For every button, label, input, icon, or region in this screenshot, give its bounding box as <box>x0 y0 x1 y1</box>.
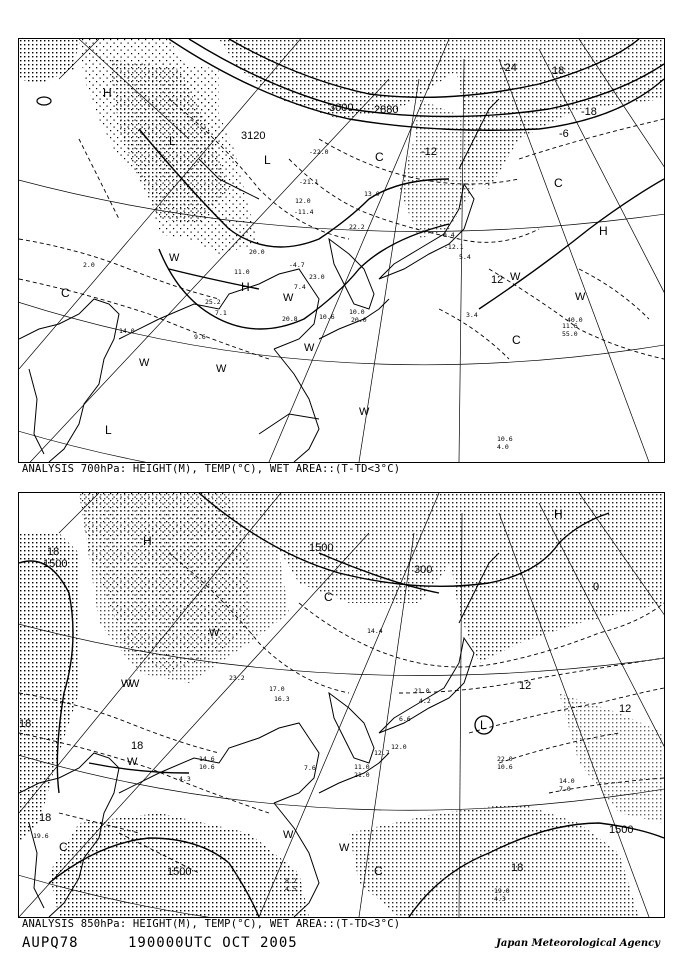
station-value: 17.0 <box>269 685 285 693</box>
contour-label: 1500 <box>309 542 334 554</box>
contour-label: 3120 <box>241 130 266 142</box>
warm-center-label: W <box>129 678 140 690</box>
station-value: -11.4 <box>294 208 314 216</box>
station-value: -0.4 <box>439 231 455 239</box>
station-value: 4.3 <box>179 775 191 783</box>
contour-label: -18 <box>581 106 597 118</box>
contour-label: 12 <box>619 703 632 715</box>
station-value: 7.4 <box>294 283 306 291</box>
warm-center-label: W <box>510 271 521 283</box>
contour-label: -12 <box>421 146 437 158</box>
warm-center-label: W <box>209 627 220 639</box>
station-value: 5.4 <box>459 253 471 261</box>
chart-code: AUPQ78 <box>22 935 79 951</box>
station-value: 21.0 <box>354 771 370 779</box>
contour-label: 1500 <box>609 824 634 836</box>
station-value: 23.2 <box>229 674 245 682</box>
panel-caption-850hpa: ANALYSIS 850hPa: HEIGHT(M), TEMP(°C), WET AREA::(T-TD<3°C) <box>22 918 401 930</box>
station-value: 22.2 <box>349 223 365 231</box>
high-pressure-label: H <box>599 224 608 238</box>
station-value: 16.3 <box>274 695 290 703</box>
contour-label: 18 <box>511 862 524 874</box>
station-value: 11.0 <box>354 763 370 771</box>
station-value: 23.0 <box>309 273 325 281</box>
station-value: 13.0 <box>364 190 380 198</box>
station-value: 6.6 <box>399 715 411 723</box>
warm-center-label: W <box>127 756 138 768</box>
station-value: 10.0 <box>349 308 365 316</box>
warm-center-label: W <box>339 842 350 854</box>
high-pressure-label: H <box>103 86 112 100</box>
cold-center-label: C <box>375 150 384 164</box>
contour-label: 3000 <box>329 102 354 114</box>
warm-center-label: W <box>304 342 315 354</box>
station-value: 4.5 <box>285 885 297 893</box>
station-value: 11.0 <box>234 268 250 276</box>
contour-label: 18 <box>47 546 60 558</box>
map-700hpa-canvas <box>19 39 664 462</box>
station-value: 25.2 <box>205 298 221 306</box>
low-pressure-label: L <box>480 718 487 732</box>
analysis-700hpa-map <box>18 38 665 463</box>
warm-center-label: W <box>283 292 294 304</box>
warm-center-label: W <box>139 357 150 369</box>
station-value: 9.6 <box>194 333 206 341</box>
low-pressure-label: L <box>105 423 112 437</box>
station-value: 40.0 <box>567 316 583 324</box>
station-value: 20.0 <box>249 248 265 256</box>
station-value: 20.0 <box>351 316 367 324</box>
warm-center-label: W <box>359 406 370 418</box>
station-value: 4.2 <box>419 697 431 705</box>
contour-label: -6 <box>559 128 569 140</box>
station-value: 14.6 <box>199 755 215 763</box>
station-value: 2.0 <box>83 261 95 269</box>
contour-label: 18 <box>39 812 52 824</box>
cold-center-label: C <box>61 286 70 300</box>
station-value: 10.6 <box>497 763 513 771</box>
cold-center-label: C <box>59 840 68 854</box>
cold-center-label: C <box>324 590 333 604</box>
panel-caption-700hpa: ANALYSIS 700hPa: HEIGHT(M), TEMP(°C), WET AREA::(T-TD<3°C) <box>22 463 401 475</box>
map-850hpa-canvas <box>19 493 664 917</box>
station-value: 4.0 <box>497 443 509 451</box>
station-value: 8.2 <box>285 877 297 885</box>
station-value: 19.6 <box>33 832 49 840</box>
high-pressure-label: H <box>554 507 563 521</box>
station-value: 20.8 <box>282 315 298 323</box>
station-value: -21.1 <box>299 178 319 186</box>
station-value: 14.0 <box>559 777 575 785</box>
contour-label: 12 <box>519 680 532 692</box>
agency-credit: Japan Meteorological Agency <box>496 938 660 949</box>
contour-label: -24 <box>501 62 517 74</box>
warm-center-label: W <box>283 829 294 841</box>
station-value: 11.6 <box>562 322 578 330</box>
contour-label: 0 <box>593 581 600 593</box>
cold-center-label: C <box>512 333 521 347</box>
station-value: 14.0 <box>119 327 135 335</box>
contour-label: 18 <box>131 740 144 752</box>
contour-label: 18 <box>552 65 565 77</box>
contour-label: 12 <box>491 274 504 286</box>
high-pressure-label: H <box>143 534 152 548</box>
station-value: 12.0 <box>391 743 407 751</box>
low-pressure-label: L <box>264 153 271 167</box>
station-value: 10.6 <box>199 763 215 771</box>
wet-area-shading <box>19 39 664 254</box>
warm-center-label: W <box>121 678 132 690</box>
cold-center-label: C <box>554 176 563 190</box>
station-value: 19.0 <box>494 887 510 895</box>
station-value: 10.6 <box>319 313 335 321</box>
contour-label: 1500 <box>167 866 192 878</box>
station-value: 12.7 <box>374 749 390 757</box>
station-value: 22.0 <box>497 755 513 763</box>
low-pressure-label: L <box>169 134 176 148</box>
contour-label: 300 <box>414 564 433 576</box>
station-value: 10.6 <box>497 435 513 443</box>
station-value: 7.6 <box>304 764 316 772</box>
station-value: 4.3 <box>494 895 506 903</box>
warm-center-label: W <box>216 363 227 375</box>
warm-center-label: W <box>575 291 586 303</box>
warm-center-label: W <box>169 252 180 264</box>
contour-label: 18 <box>19 718 32 730</box>
station-value: 55.0 <box>562 330 578 338</box>
station-value: -12.1 <box>444 243 464 251</box>
analysis-datetime: 190000UTC OCT 2005 <box>128 935 298 951</box>
station-value: -4.7 <box>289 261 305 269</box>
ocean-marker <box>37 97 51 105</box>
cold-center-label: C <box>374 864 383 878</box>
station-value: -22.0 <box>309 148 329 156</box>
station-value: 12.0 <box>295 197 311 205</box>
analysis-850hpa-map <box>18 492 665 918</box>
station-value: 3.4 <box>466 311 478 319</box>
station-value: 21.0 <box>414 687 430 695</box>
station-value: 7.1 <box>215 309 227 317</box>
contour-label: 1500 <box>43 558 68 570</box>
high-pressure-label: H <box>241 280 250 294</box>
contour-label: 2880 <box>374 104 399 116</box>
station-value: 7.0 <box>559 785 571 793</box>
station-value: 14.4 <box>367 627 383 635</box>
